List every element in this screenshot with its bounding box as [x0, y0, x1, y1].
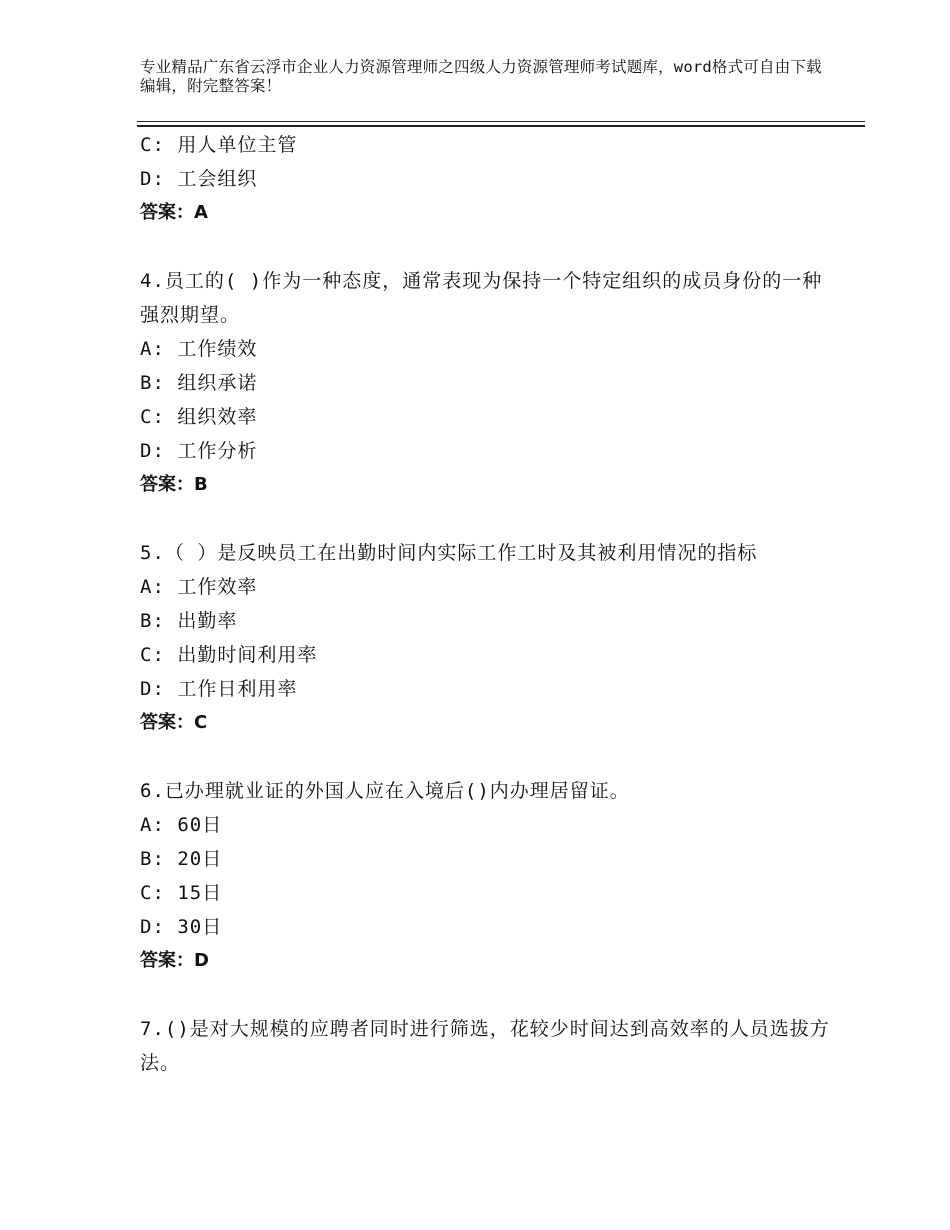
- spacer: [140, 978, 830, 1012]
- option-c: C: 用人单位主管: [140, 134, 298, 156]
- option-d: D: 30日: [140, 916, 223, 938]
- question-text: 5.（ ）是反映员工在出勤时间内实际工作工时及其被利用情况的指标: [140, 542, 758, 564]
- option-d: D: 工会组织: [140, 168, 258, 190]
- option-c: C: 15日: [140, 882, 223, 904]
- spacer: [140, 230, 830, 264]
- option-b: B: 20日: [140, 848, 223, 870]
- answer-line: 答案：C: [140, 712, 208, 733]
- header-rule-thin: [137, 121, 865, 122]
- option-b: B: 组织承诺: [140, 372, 258, 394]
- header-rule-thick: [137, 125, 865, 127]
- header-title: 专业精品广东省云浮市企业人力资源管理师之四级人力资源管理师考试题库，word格式可自由下载编辑，附完整答案！: [140, 58, 822, 95]
- option-a: A: 工作效率: [140, 576, 258, 598]
- spacer: [140, 740, 830, 774]
- question-partial: [140, 128, 830, 230]
- question-text: 6.已办理就业证的外国人应在入境后()内办理居留证。: [140, 780, 630, 802]
- answer-line: 答案：A: [140, 202, 208, 223]
- option-b: B: 出勤率: [140, 610, 238, 632]
- question-4: [140, 264, 830, 502]
- option-a: A: 60日: [140, 814, 223, 836]
- question-list: [140, 128, 830, 1080]
- option-d: D: 工作日利用率: [140, 678, 298, 700]
- option-a: A: 工作绩效: [140, 338, 258, 360]
- option-c: C: 出勤时间利用率: [140, 644, 318, 666]
- answer-line: 答案：D: [140, 950, 209, 971]
- answer-line: 答案：B: [140, 474, 208, 495]
- document-header: [140, 58, 830, 96]
- question-5: [140, 536, 830, 740]
- question-7: [140, 1012, 830, 1080]
- question-6: [140, 774, 830, 978]
- spacer: [140, 502, 830, 536]
- option-d: D: 工作分析: [140, 440, 258, 462]
- question-text: 4.员工的( )作为一种态度，通常表现为保持一个特定组织的成员身份的一种强烈期望。: [140, 270, 823, 326]
- question-text: 7.()是对大规模的应聘者同时进行筛选，花较少时间达到高效率的人员选拔方法。: [140, 1018, 830, 1074]
- option-c: C: 组织效率: [140, 406, 258, 428]
